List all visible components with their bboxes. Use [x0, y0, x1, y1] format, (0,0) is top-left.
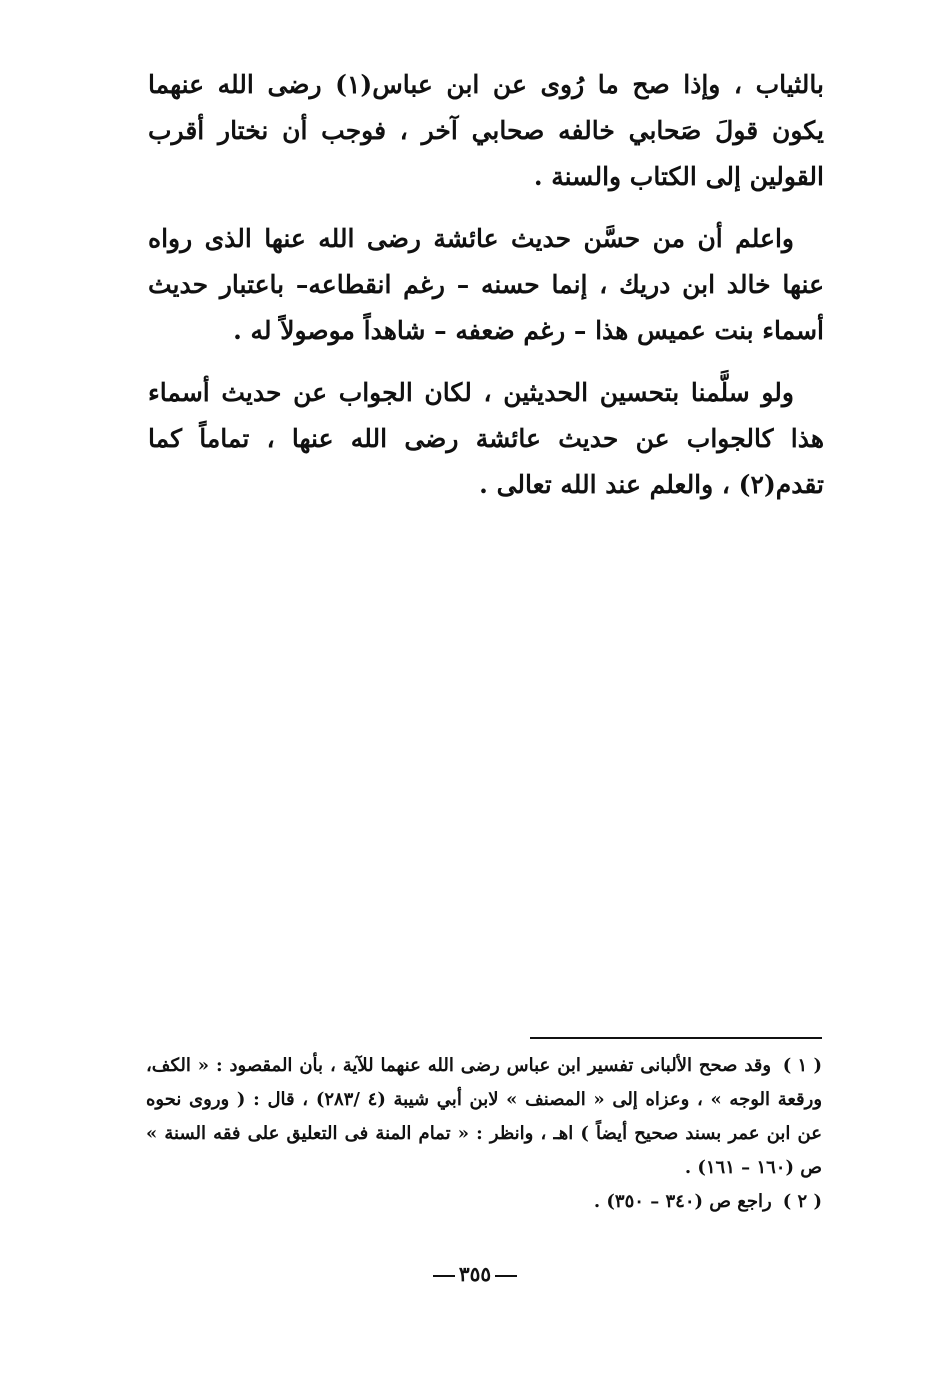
page-number-dash-right [495, 1275, 517, 1277]
page-number [0, 1262, 950, 1286]
main-text-block [148, 62, 824, 524]
footnote-2 [146, 1185, 822, 1219]
footnote-text: راجع ص (٣٤٠ – ٣٥٠) . [593, 1191, 772, 1212]
paragraph-3: ولو سلَّمنا بتحسين الحديثين ، لكان الجواب عن حديث أسماء هذا كالجواب عن حديث عائشة رضى الله عنها ، تماماً كما تقدم(٢) ، والعلم عند الله تعالى . [148, 378, 824, 499]
footnote-number: ( ٢ ) [782, 1191, 822, 1212]
footnote-text: وقد صحح الألبانى تفسير ابن عباس رضى الله عنهما للآية ، بأن المقصود : « الكف، ورقعة الوجه » ، وعزاه إلى « المصنف » لابن أبي شيبة (٤ /٢٨٣) ، قال : ( وروى نحوه عن ابن عمر بسند صحيح أيضاً ) اهـ ، وانظر : « تمام المنة فى التعليق على فقه السنة » ص (١٦٠ – ١٦١) . [146, 1055, 823, 1178]
footnote-1 [146, 1049, 822, 1185]
footnote-number: ( ١ ) [782, 1055, 822, 1076]
footnote-separator [530, 1037, 822, 1039]
footnotes-block [146, 1049, 822, 1219]
paragraph-2: واعلم أن من حسَّن حديث عائشة رضى الله عنها الذى رواه عنها خالد ابن دريك ، إنما حسنه – رغم انقطاعه– باعتبار حديث أسماء بنت عميس هذا – رغم ضعفه – شاهداً موصولاً له . [148, 224, 824, 345]
page-number-dash-left [433, 1275, 455, 1277]
page-number-value: ٣٥٥ [458, 1262, 492, 1286]
paragraph-1: بالثياب ، وإذا صح ما رُوى عن ابن عباس(١) رضى الله عنهما يكون قولَ صَحابي خالفه صحابي آخر ، فوجب أن نختار أقرب القولين إلى الكتاب والسنة . [148, 70, 824, 191]
